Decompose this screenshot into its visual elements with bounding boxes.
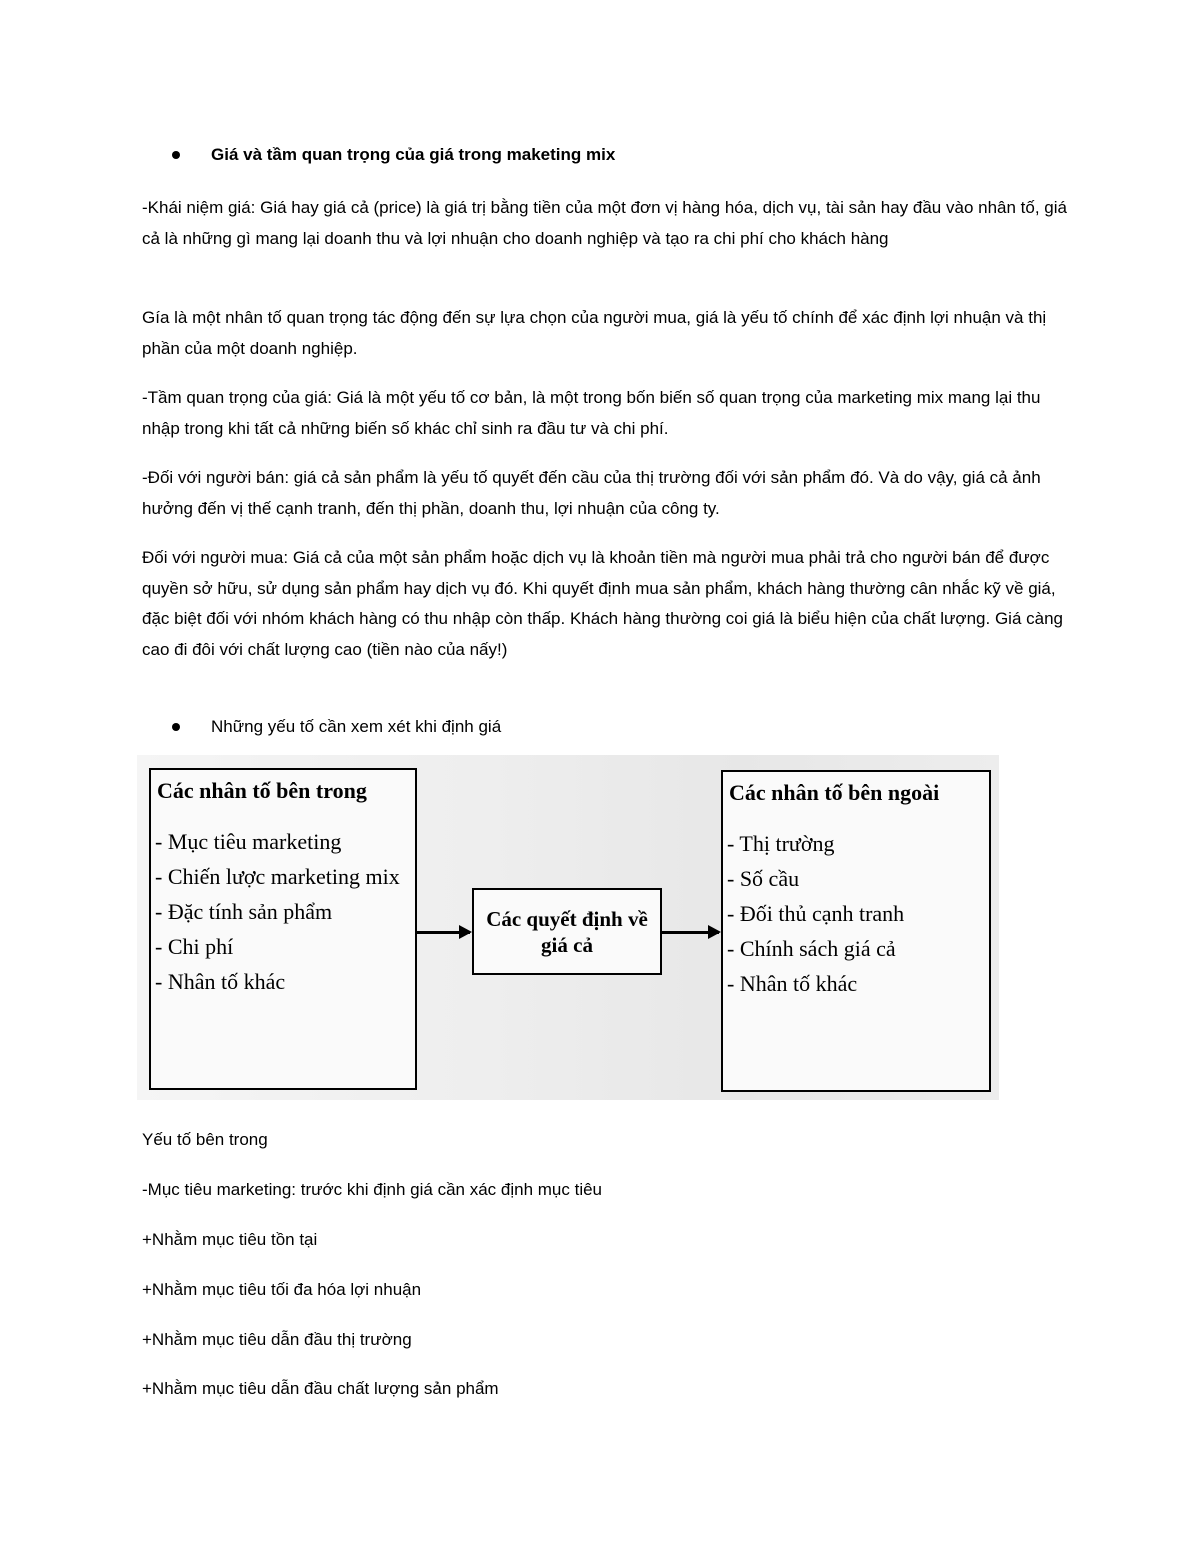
list-item: - Thị trường [727,831,835,856]
paragraph-seller [142,463,1072,524]
paragraph-buyer [142,543,1072,665]
list-item: - Nhân tố khác [727,971,858,996]
goal-market-leader-line: +Nhằm mục tiêu dẫn đầu thị trường [142,1330,412,1349]
paragraph-price-factor [142,303,1072,364]
heading-pricing-factors: Những yếu tố cần xem xét khi định giá [211,717,502,736]
list-item: - Chi phí [155,934,234,959]
paragraph-text: -Tầm quan trọng của giá: Giá là một yếu tố cơ bản, là một trong bốn biến số quan trọng của marketing mix mang lại thu nhập trong khi tất cả những biến số khác chỉ sinh ra đầu tư và chi phí. [142,388,1041,438]
bullet-icon [172,723,180,731]
paragraph-price-concept [142,193,1072,254]
goal-quality-leader-line: +Nhằm mục tiêu dẫn đầu chất lượng sản phẩm [142,1379,499,1398]
list-item: - Nhân tố khác [155,969,286,994]
paragraph-text: Đối với người mua: Giá cả của một sản phẩm hoặc dịch vụ là khoản tiền mà người mua phải trả cho người bán để được quyền sở hữu, sử dụng sản phẩm hay dịch vụ đó. Khi quyết định mua sản phẩm, khách hàng thường cân nhắc kỹ về giá, đặc biệt đối với nhóm khách hàng có thu nhập còn thấp. Khách hàng thường coi giá là biểu hiện của chất lượng. Giá càng cao đi đôi với chất lượng cao (tiền nào của nấy!) [142,548,1063,659]
paragraph-text: -Khái niệm giá: Giá hay giá cả (price) là giá trị bằng tiền của một đơn vị hàng hóa, dịch vụ, tài sản hay đầu vào nhân tố, giá cả là những gì mang lại doanh thu và lợi nhuận cho doanh nghiệp và tạo ra chi phí cho khách hàng [142,198,1067,248]
internal-factors-heading: Yếu tố bên trong [142,1130,268,1149]
list-item: - Chiến lược marketing mix [155,864,400,889]
list-item: - Số cầu [727,866,800,891]
list-item: - Đặc tính sản phẩm [155,899,333,924]
arrow-right-icon [662,931,719,934]
heading-price-importance: Giá và tầm quan trọng của giá trong maketing mix [211,145,616,164]
paragraph-text: Gía là một nhân tố quan trọng tác động đến sự lựa chọn của người mua, giá là yếu tố chính để xác định lợi nhuận và thị phần của một doanh nghiệp. [142,308,1047,358]
goal-max-profit-line: +Nhằm mục tiêu tối đa hóa lợi nhuận [142,1280,422,1299]
paragraph-price-importance [142,383,1072,444]
bullet-icon [172,151,180,159]
external-factors-box [721,770,991,1092]
pricing-decisions-box [472,888,662,975]
internal-factors-list [155,824,415,999]
internal-factors-title: Các nhân tố bên trong [157,778,367,803]
pricing-factors-diagram [137,755,999,1100]
list-item: - Chính sách giá cả [727,936,896,961]
list-item: - Đối thủ cạnh tranh [727,901,905,926]
arrow-right-icon [417,931,470,934]
external-factors-title: Các nhân tố bên ngoài [729,780,940,805]
bullet-heading-factors [172,717,501,737]
list-item: - Mục tiêu marketing [155,829,342,854]
marketing-goal-line: -Mục tiêu marketing: trước khi định giá cần xác định mục tiêu [142,1180,603,1199]
external-factors-list [727,826,989,1001]
goal-survival-line: +Nhằm mục tiêu tồn tại [142,1230,318,1249]
pricing-decisions-title: Các quyết định về giá cả [486,906,648,957]
paragraph-text: -Đối với người bán: giá cả sản phẩm là yếu tố quyết đến cầu của thị trường đối với sản phẩm đó. Và do vậy, giá cả ảnh hưởng đến vị thế cạnh tranh, đến thị phần, doanh thu, lợi nhuận của công ty. [142,468,1041,518]
internal-factors-box [149,768,417,1090]
bullet-heading-price [172,145,615,165]
